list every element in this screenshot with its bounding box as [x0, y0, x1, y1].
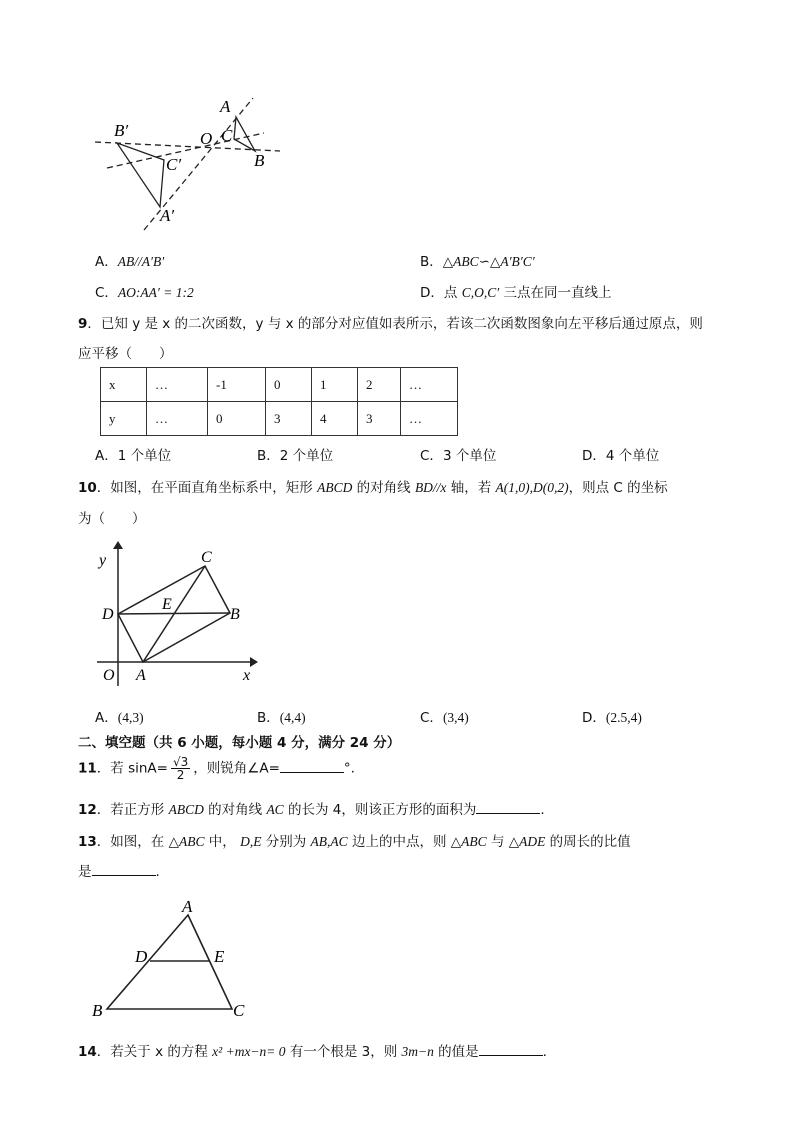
- math-expr: AB,AC: [310, 834, 348, 849]
- option-key: B．: [420, 254, 443, 270]
- question-text: .: [542, 1044, 547, 1060]
- label-o: O: [200, 129, 213, 148]
- option-key: B．: [257, 710, 280, 726]
- table-cell: 1: [312, 368, 358, 402]
- question-text: ．已知 y 是 x 的二次函数，y 与 x 的部分对应值如表所示，若该二次函数图象向左平移后通过原点，则: [87, 316, 703, 332]
- table-cell: -1: [208, 368, 266, 402]
- q9-option-d[interactable]: [582, 444, 659, 464]
- table-cell: y: [101, 402, 147, 436]
- q8-figure: [90, 92, 290, 232]
- triangle-abc: [234, 117, 255, 151]
- label-e: E: [214, 947, 225, 966]
- option-key: C．: [420, 710, 443, 726]
- question-text: ．如图，在平面直角坐标系中，矩形: [96, 480, 318, 496]
- label-b: B: [230, 606, 240, 623]
- math-expr: △ABC: [168, 834, 205, 849]
- option-text: AO:AA′ = 1:2: [117, 285, 194, 300]
- table-cell: 3: [358, 402, 401, 436]
- table-row: [101, 368, 458, 402]
- question-text: 中，: [204, 834, 241, 850]
- table-cell: 0: [266, 368, 312, 402]
- label-a-prime: A′: [160, 206, 175, 225]
- q9-value-table: [100, 367, 458, 436]
- answer-blank[interactable]: [92, 863, 156, 876]
- q8-option-d[interactable]: [420, 281, 611, 301]
- question-text: ，则点 C 的坐标: [568, 480, 668, 496]
- table-cell: …: [401, 402, 458, 436]
- label-b-prime: B′: [114, 121, 129, 140]
- q9-stem-line1: [78, 312, 703, 332]
- q14-stem: [78, 1040, 547, 1060]
- label-o: O: [103, 667, 115, 684]
- fraction-numerator: √3: [172, 755, 189, 769]
- table-cell: 0: [208, 402, 266, 436]
- label-d: D: [102, 606, 114, 623]
- label-c: C: [201, 549, 212, 566]
- option-key: C．: [420, 448, 443, 464]
- question-text: 的对角线: [352, 480, 415, 496]
- math-expr: △ADE: [508, 834, 546, 849]
- q10-option-a[interactable]: [95, 706, 144, 726]
- option-text: (2.5,4): [605, 710, 642, 725]
- question-text: 的对角线: [203, 802, 267, 818]
- question-text: 分别为: [261, 834, 311, 850]
- option-key: D．: [420, 285, 444, 301]
- question-text: 为（ ）: [78, 511, 146, 527]
- q9-option-c[interactable]: [420, 444, 496, 464]
- option-key: A．: [95, 448, 118, 464]
- option-key: D．: [582, 448, 606, 464]
- question-text: ．若关于 x 的方程: [96, 1044, 213, 1060]
- math-expr: A(1,0),D(0,2): [495, 480, 569, 495]
- question-text: 的长为 4，则该正方形的面积为: [283, 802, 477, 818]
- question-number: 9: [78, 316, 88, 332]
- option-text: △ABC∽△A′B′C′: [442, 254, 535, 269]
- math-expr: x² +mx−n= 0: [212, 1044, 286, 1059]
- answer-blank[interactable]: [476, 801, 540, 814]
- label-y: y: [99, 552, 107, 569]
- option-key: B．: [257, 448, 280, 464]
- fraction-denominator: 2: [176, 768, 185, 782]
- x-axis-arrow-icon: [250, 657, 258, 667]
- math-expr: D,E: [240, 834, 262, 849]
- q12-stem: [78, 798, 545, 818]
- question-text: 有一个根是 3，则: [285, 1044, 402, 1060]
- option-key: D．: [582, 710, 606, 726]
- q13-figure: [88, 892, 258, 1022]
- question-text: 应平移（ ）: [78, 346, 173, 362]
- q10-option-c[interactable]: [420, 706, 469, 726]
- q9-stem-line2: [78, 342, 173, 362]
- answer-blank[interactable]: [479, 1043, 543, 1056]
- option-math: C,O,C′: [461, 285, 500, 300]
- q8-option-c[interactable]: [95, 281, 194, 301]
- table-cell: 4: [312, 402, 358, 436]
- section-title: 二、填空题（共 6 小题，每小题 4 分，满分 24 分）: [78, 735, 401, 751]
- option-text: 点: [443, 285, 462, 301]
- question-number: 11: [78, 760, 97, 777]
- label-x: x: [243, 667, 251, 684]
- question-text: 轴，若: [446, 480, 496, 496]
- q13-stem-line2: [78, 860, 160, 880]
- table-cell: 3: [266, 402, 312, 436]
- label-b: B: [254, 151, 265, 170]
- q13-stem-line1: [78, 830, 631, 850]
- math-expr: △ABC: [450, 834, 487, 849]
- option-text: 1 个单位: [117, 448, 172, 464]
- question-text: °.: [343, 760, 355, 777]
- q10-stem-line2: [78, 507, 146, 527]
- q10-figure: [95, 538, 265, 688]
- q8-option-a[interactable]: [95, 250, 164, 270]
- option-text: AB//A′B′: [117, 254, 165, 269]
- table-cell: …: [147, 368, 208, 402]
- math-expr: ABCD: [317, 480, 353, 495]
- label-d: D: [135, 947, 148, 966]
- option-text: 3 个单位: [442, 448, 497, 464]
- question-number: 10: [78, 480, 97, 496]
- question-text: 的周长的比值: [545, 834, 631, 850]
- question-text: 的值是: [433, 1044, 479, 1060]
- math-expr: 3m−n: [401, 1044, 434, 1059]
- q9-option-b[interactable]: [257, 444, 333, 464]
- label-c-prime: C′: [166, 155, 182, 174]
- question-text: ．如图，在: [96, 834, 169, 850]
- table-cell: 2: [358, 368, 401, 402]
- label-a: A: [136, 667, 146, 684]
- table-row: [101, 402, 458, 436]
- option-text: 4 个单位: [605, 448, 660, 464]
- label-a: A: [220, 97, 231, 116]
- table-cell: …: [147, 402, 208, 436]
- option-text: 三点在同一直线上: [499, 285, 612, 301]
- table-cell: x: [101, 368, 147, 402]
- question-number: 14: [78, 1044, 97, 1060]
- question-text: .: [540, 802, 545, 818]
- option-key: C．: [95, 285, 118, 301]
- math-expr: AC: [266, 802, 284, 817]
- option-text: (4,4): [279, 710, 306, 725]
- label-c: C: [233, 1001, 245, 1020]
- triangle-a-prime-b-prime-c-prime: [117, 143, 164, 207]
- question-text: 是: [78, 864, 92, 880]
- math-expr: BD//x: [414, 480, 447, 495]
- question-text: ，则锐角∠A=: [193, 760, 280, 777]
- question-text: 与: [486, 834, 509, 850]
- answer-blank[interactable]: [280, 760, 344, 773]
- question-text: 边上的中点，则: [347, 834, 451, 850]
- option-key: A．: [95, 710, 118, 726]
- question-text: ．若正方形: [96, 802, 169, 818]
- question-text: .: [155, 864, 160, 880]
- q9-option-a[interactable]: [95, 444, 171, 464]
- label-b: B: [92, 1001, 103, 1020]
- q10-option-b[interactable]: [257, 706, 306, 726]
- question-text: ．若 sinA=: [96, 760, 168, 777]
- q8-option-b[interactable]: [420, 250, 535, 270]
- label-c: C: [221, 126, 233, 145]
- label-e: E: [162, 596, 172, 613]
- option-text: (4,3): [117, 710, 144, 725]
- option-text: (3,4): [442, 710, 469, 725]
- q11-stem: [78, 756, 355, 781]
- table-cell: …: [401, 368, 458, 402]
- y-axis-arrow-icon: [113, 541, 123, 549]
- q10-option-d[interactable]: [582, 706, 642, 726]
- math-expr: ABCD: [168, 802, 204, 817]
- option-key: A．: [95, 254, 118, 270]
- option-text: 2 个单位: [279, 448, 334, 464]
- fraction: [171, 756, 190, 781]
- question-number: 13: [78, 834, 97, 850]
- label-a: A: [182, 897, 193, 916]
- q10-stem-line1: [78, 476, 668, 496]
- question-number: 12: [78, 802, 97, 818]
